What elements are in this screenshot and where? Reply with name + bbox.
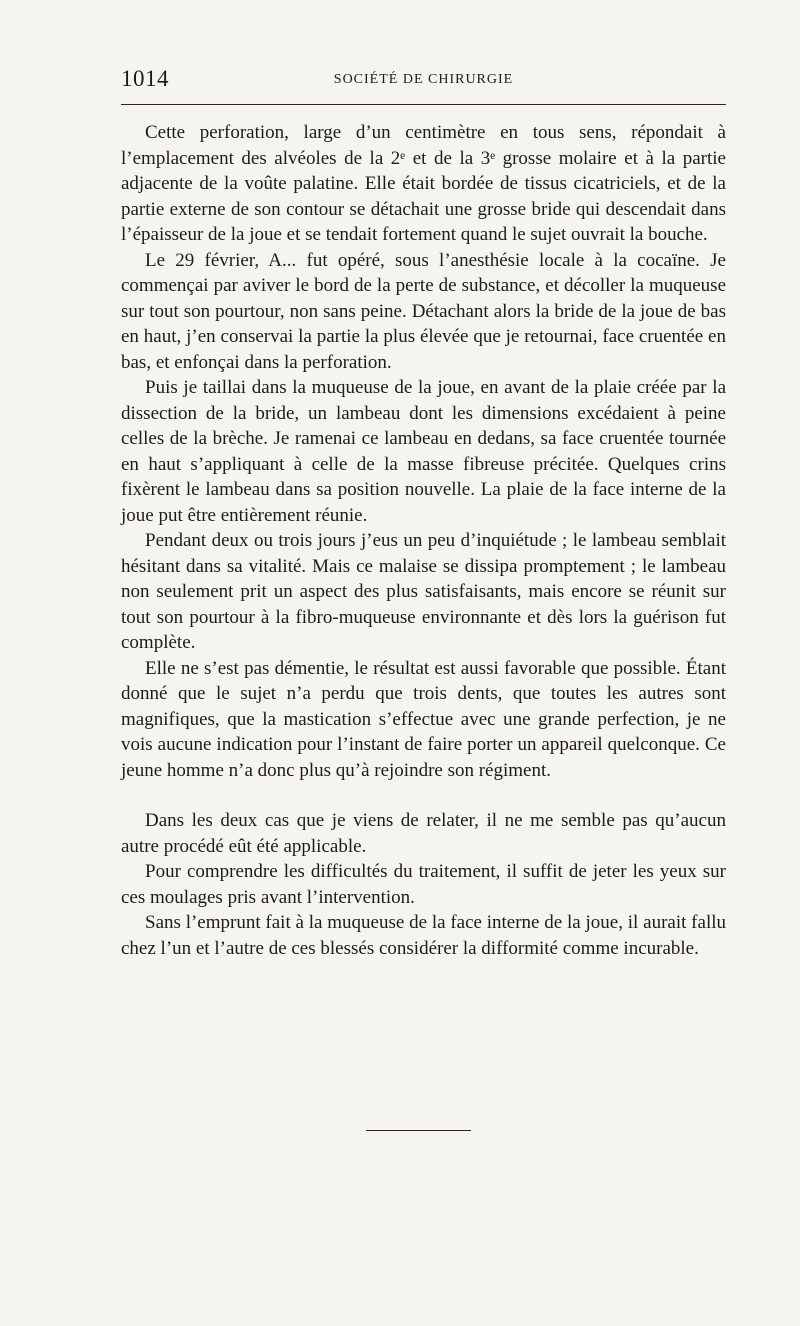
paragraph-recovery: Pendant deux ou trois jours j’eus un peu d’inquiétude ; le lambeau semblait hésitant dans sa vitalité. Mais ce malaise se dissipa promptement ; le lambeau non seulement prit un aspect des plus satisfaisants, mais encore se réunit sur tout son pourtour à la fibro-muqueuse environnante et dès lors la guérison fut complète. bbox=[121, 530, 726, 653]
page-number: 1014 bbox=[121, 66, 169, 91]
paragraph-operation: Le 29 février, A... fut opéré, sous l’anesthésie locale à la cocaïne. Je commençai par aviver le bord de la perte de substance, et décoller la muqueuse sur tout son pourtour, non sans peine. Détachant alors la bride de la joue de bas en haut, j’en conservai la partie la plus élevée que je retournai, face cruentée en bas, et enfonçai dans la perforation. bbox=[121, 249, 726, 373]
paragraph-flap: Puis je taillai dans la muqueuse de la joue, en avant de la plaie créée par la dissection de la bride, un lambeau dont les dimensions excédaient à peine celles de la brèche. Je ramenai ce lambeau en dedans, sa face cruentée tournée en haut s’appliquant à celle de la masse fibreuse précitée. Quelques crins fixèrent le lambeau dans sa position nouvelle. La plaie de la face interne de la joue put être entièrement réunie. bbox=[121, 377, 726, 526]
body-text bbox=[121, 120, 726, 961]
paragraph-perforation: Cette perforation, large d’un centimètre en tous sens, répondait à l’emplacement des alvéoles de la 2ᵉ et de la 3ᵉ grosse molaire et à la partie adjacente de la voûte palatine. Elle était bordée de tissus cicatriciels, et de la partie externe de son contour se détachait une grosse bride qui descendait dans l’épaisseur de la joue et se tendait fortement quand le sujet ouvrait la bouche. bbox=[121, 122, 726, 245]
running-title: SOCIÉTÉ DE CHIRURGIE bbox=[333, 72, 514, 87]
header-rule bbox=[121, 104, 726, 105]
paragraph-conclusion-1: Dans les deux cas que je viens de relater, il ne me semble pas qu’aucun autre procédé eût été applicable. bbox=[121, 810, 726, 857]
paragraph-result: Elle ne s’est pas démentie, le résultat est aussi favorable que possible. Étant donné que le sujet n’a perdu que trois dents, que toutes les autres sont magnifiques, que la mastication s’effectue avec une grande perfection, je ne vois aucune indication pour l’instant de faire porter un appareil quelconque. Ce jeune homme n’a donc plus qu’à rejoindre son régiment. bbox=[121, 657, 726, 781]
page-header bbox=[121, 64, 726, 94]
paragraph-conclusion-2: Pour comprendre les difficultés du traitement, il suffit de jeter les yeux sur ces moulages pris avant l’intervention. bbox=[121, 861, 726, 908]
end-rule bbox=[366, 1130, 471, 1131]
paragraph-conclusion-3: Sans l’emprunt fait à la muqueuse de la face interne de la joue, il aurait fallu chez l’un et l’autre de ces blessés considérer la difformité comme incurable. bbox=[121, 912, 726, 959]
